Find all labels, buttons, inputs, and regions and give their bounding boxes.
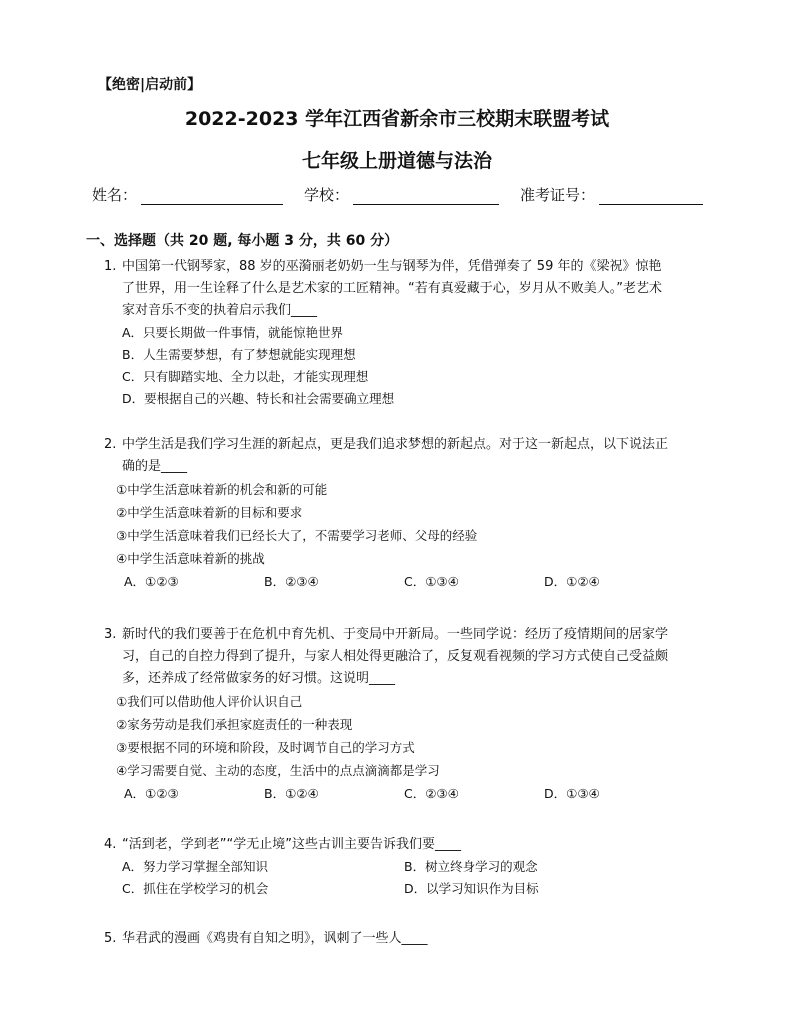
option-a[interactable]: A．①②③ <box>124 786 179 801</box>
statement-3: ③中学生活意味着我们已经长大了，不需要学习老师、父母的经验 <box>116 528 478 543</box>
name-label: 姓名： <box>92 186 138 204</box>
question-stem <box>122 256 704 322</box>
secret-label: 【绝密|启动前】 <box>98 77 202 93</box>
option-a[interactable]: A．①②③ <box>124 574 179 589</box>
options <box>122 322 704 410</box>
question-number: 3. <box>104 627 117 642</box>
stem-line: 了世界，用一生诠释了什么是艺术家的工匠精神。“若有真爱藏于心，岁月从不败美人。”老艺术 <box>122 281 662 296</box>
stem-line: 中学生活是我们学习生涯的新起点，更是我们追求梦想的新起点。对于这一新起点，以下说法正 <box>122 437 669 452</box>
question-5 <box>104 928 704 950</box>
statement-3: ③要根据不同的环境和阶段，及时调节自己的学习方式 <box>116 740 415 755</box>
statement-4: ④学习需要自觉、主动的态度，生活中的点点滴滴都是学习 <box>116 763 440 778</box>
option-c[interactable]: C．抓住在学校学习的机会 <box>122 881 269 896</box>
statement-2: ②中学生活意味着新的目标和要求 <box>116 505 303 520</box>
exam-number-blank[interactable] <box>599 188 703 205</box>
stem-line: 家对音乐不变的执着启示我们____ <box>122 303 318 318</box>
options <box>124 570 704 594</box>
exam-subtitle: 七年级上册道德与法治 <box>301 150 492 172</box>
stem-line: 多，还养成了经常做家务的好习惯。这说明____ <box>122 671 396 686</box>
question-3 <box>104 624 704 806</box>
option-b[interactable]: B．树立终身学习的观念 <box>404 859 538 874</box>
school-label: 学校： <box>304 186 350 204</box>
school-blank[interactable] <box>353 188 499 205</box>
statement-2: ②家务劳动是我们承担家庭责任的一种表现 <box>116 717 353 732</box>
stem-line: 华君武的漫画《鸡贵有自知之明》，讽刺了一些人____ <box>122 931 428 946</box>
options-row-1 <box>122 856 704 878</box>
stem-line: 新时代的我们要善于在危机中育先机、于变局中开新局。一些同学说：经历了疫情期间的居家学 <box>122 627 669 642</box>
name-blank[interactable] <box>141 188 283 205</box>
option-b[interactable]: B．②③④ <box>264 574 319 589</box>
statements <box>116 690 704 782</box>
question-number: 1. <box>104 259 117 274</box>
statement-4: ④中学生活意味着新的挑战 <box>116 551 265 566</box>
question-stem <box>122 434 704 478</box>
question-stem <box>122 928 704 950</box>
question-2 <box>104 434 704 594</box>
option-a[interactable]: A．努力学习掌握全部知识 <box>122 859 269 874</box>
exam-title: 2022-2023 学年江西省新余市三校期末联盟考试 <box>184 108 610 130</box>
question-number: 4. <box>104 837 117 852</box>
option-c[interactable]: C．①③④ <box>404 574 459 589</box>
question-1 <box>104 256 704 410</box>
option-a[interactable]: A．只要长期做一件事情，就能惊艳世界 <box>122 325 344 340</box>
stem-line: 确的是____ <box>122 459 188 474</box>
stem-line: “活到老，学到老”“学无止境”这些古训主要告诉我们要____ <box>122 837 461 852</box>
stem-line: 习，自己的自控力得到了提升，与家人相处得更融洽了，反复观看视频的学习方式使自己受益颇 <box>122 649 669 664</box>
option-c[interactable]: C．②③④ <box>404 786 459 801</box>
option-d[interactable]: D．以学习知识作为目标 <box>404 881 539 896</box>
option-d[interactable]: D．①②④ <box>544 574 600 589</box>
question-number: 2. <box>104 437 117 452</box>
exam-number-field[interactable] <box>520 184 703 205</box>
question-stem <box>122 624 704 690</box>
exam-number-label: 准考证号： <box>520 186 596 204</box>
option-b[interactable]: B．人生需要梦想，有了梦想就能实现理想 <box>122 347 356 362</box>
option-b[interactable]: B．①②④ <box>264 786 319 801</box>
question-number: 5. <box>104 931 117 946</box>
school-field[interactable] <box>304 184 499 205</box>
options <box>124 782 704 806</box>
question-4 <box>104 834 704 900</box>
option-c[interactable]: C．只有脚踏实地、全力以赴，才能实现理想 <box>122 369 369 384</box>
statements <box>116 478 704 570</box>
question-stem <box>122 834 704 856</box>
name-field[interactable] <box>92 184 283 205</box>
section-heading: 一、选择题（共 20 题, 每小题 3 分，共 60 分） <box>86 233 399 249</box>
stem-line: 中国第一代钢琴家，88 岁的巫漪丽老奶奶一生与钢琴为伴，凭借弹奏了 59 年的《梁祝》惊艳 <box>122 259 662 274</box>
options-row-2 <box>122 878 704 900</box>
option-d[interactable]: D．①③④ <box>544 786 600 801</box>
statement-1: ①中学生活意味着新的机会和新的可能 <box>116 482 328 497</box>
option-d[interactable]: D．要根据自己的兴趣、特长和社会需要确立理想 <box>122 391 395 406</box>
statement-1: ①我们可以借助他人评价认识自己 <box>116 694 303 709</box>
